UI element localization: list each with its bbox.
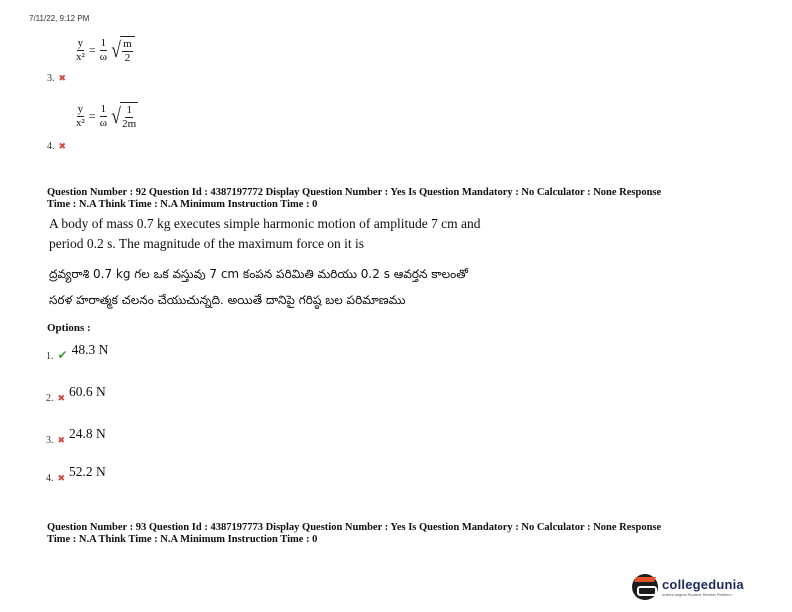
option-4: 4. ✖ 52.2 N bbox=[46, 464, 106, 484]
square-root: √ $\frac{m}{2}$ bbox=[110, 36, 135, 64]
cross-icon: ✖ bbox=[57, 394, 66, 404]
prev-option-4-formula: $\frac{y}{\text{x²}}$ = $\frac{1}{\omega}$ √ $\frac{1}{2m}$ bbox=[76, 102, 137, 130]
fraction-y-over-x2: $\frac{y}{\text{x²}}$ bbox=[76, 36, 85, 63]
option-3: 3. ✖ 24.8 N bbox=[46, 426, 106, 446]
option-2: 2. ✖ 60.6 N bbox=[46, 384, 106, 404]
mascot-icon bbox=[632, 574, 658, 600]
question-92-text: A body of mass 0.7 kg executes simple harmonic motion of amplitude 7 cm and period 0.2 s. The magnitude of the maximum force on it is bbox=[49, 216, 481, 251]
cross-icon: ✖ bbox=[57, 436, 66, 446]
print-timestamp: 7/11/22, 9:12 PM bbox=[29, 14, 90, 23]
cross-icon: ✖ bbox=[58, 142, 67, 152]
option-2-text: 60.6 N bbox=[69, 384, 106, 399]
square-root: √ $\frac{1}{2m}$ bbox=[111, 103, 137, 130]
prev-option-4-marker: 4. ✖ bbox=[47, 141, 67, 152]
question-92-telugu-text: ద్రవ్యరాశి 0.7 kg గల ఒక వస్తువు 7 cm కంపన పరిమితి మరియు 0.2 s ఆవర్తన కాలంతో సరళ హరాత్మక చలనం చేయుచున్నది. అయితే దానిపై గరిష్ఠ బల పరిమాణము bbox=[49, 267, 468, 307]
option-3-text: 24.8 N bbox=[69, 426, 106, 441]
options-label: Options : bbox=[47, 322, 91, 334]
fraction-one-over-omega: $\frac{1}{\omega}$ bbox=[99, 36, 107, 63]
check-icon: ✔ bbox=[57, 348, 68, 362]
option-1: 1. ✔ 48.3 N bbox=[46, 342, 109, 362]
fraction-one-over-omega: $\frac{1}{\omega}$ bbox=[99, 102, 107, 129]
question-92-meta: Question Number : 92 Question Id : 4387197772 Display Question Number : Yes Is Question Mandatory : No Calculator : None Response Time : N.A Think Time : N.A Minimum Instruction Time : 0 bbox=[47, 187, 662, 210]
option-1-text: 48.3 N bbox=[71, 342, 109, 357]
cross-icon: ✖ bbox=[58, 74, 67, 84]
collegedunia-logo: collegedunia India's largest Student Review Platform bbox=[632, 574, 744, 600]
question-93-meta: Question Number : 93 Question Id : 4387197773 Display Question Number : Yes Is Question Mandatory : No Calculator : None Response Time : N.A Think Time : N.A Minimum Instruction Time : 0 bbox=[47, 522, 662, 545]
cross-icon: ✖ bbox=[57, 474, 66, 484]
option-4-text: 52.2 N bbox=[69, 464, 106, 479]
prev-option-3-formula: $\frac{y}{\text{x²}}$ = $\frac{1}{\omega}$ √ $\frac{m}{2}$ bbox=[76, 36, 135, 64]
fraction-y-over-x2: $\frac{y}{\text{x²}}$ bbox=[76, 102, 85, 129]
prev-option-3-marker: 3. ✖ bbox=[47, 73, 67, 84]
